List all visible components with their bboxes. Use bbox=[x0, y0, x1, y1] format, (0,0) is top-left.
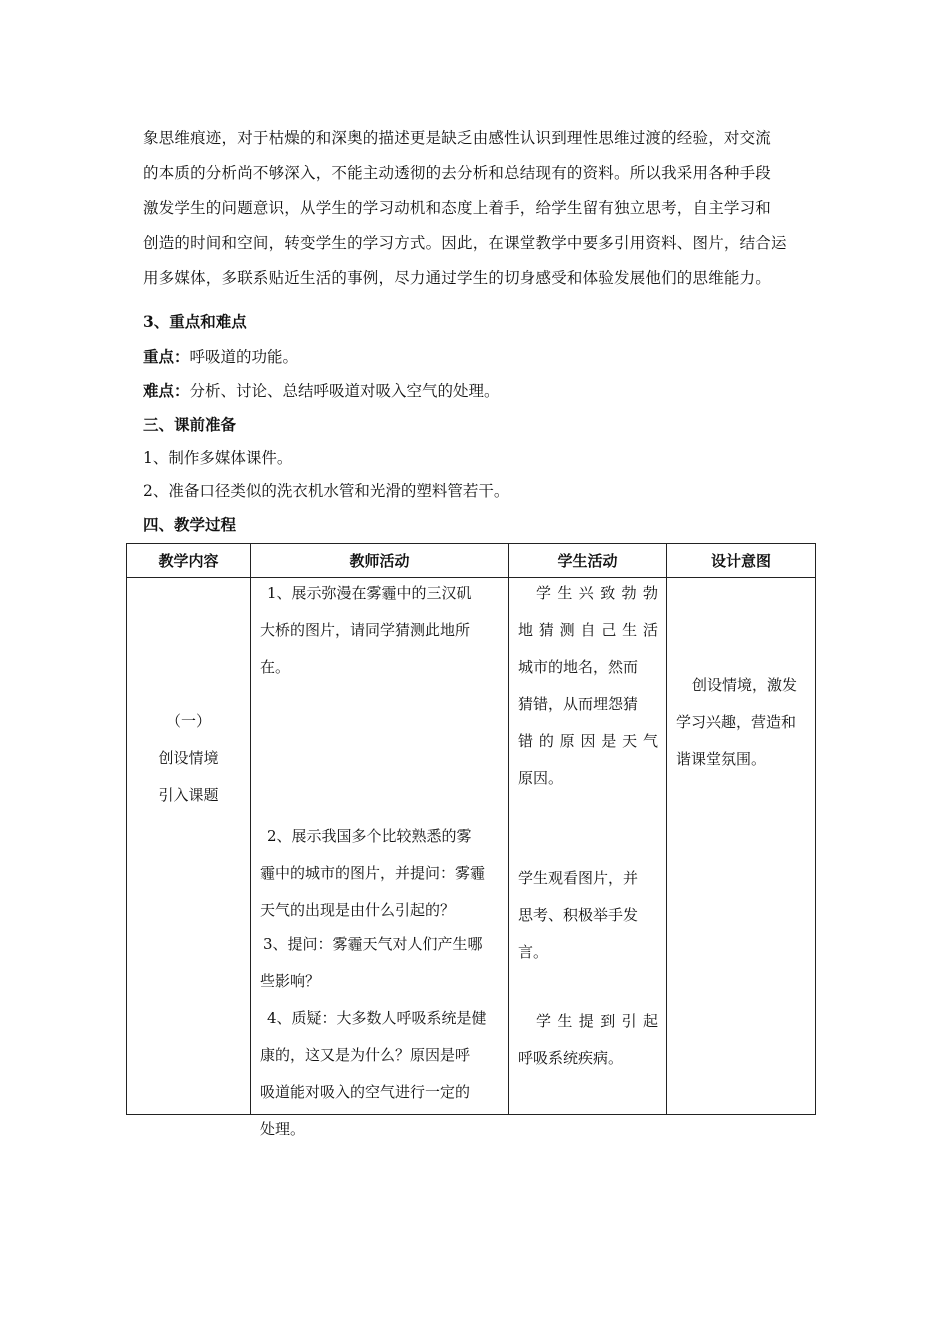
content-line: 引入课题 bbox=[158, 786, 219, 804]
teaching-process-table bbox=[126, 543, 816, 1138]
header-teacher: 教师活动 bbox=[251, 544, 509, 578]
difficulty-label: 难点： bbox=[143, 381, 190, 400]
teacher-line: 4、质疑：大多数人呼吸系统是健 bbox=[267, 1009, 487, 1027]
content-line: （一） bbox=[165, 712, 211, 730]
key-point-label: 重点： bbox=[143, 347, 190, 366]
student-line: 言。 bbox=[518, 943, 549, 961]
student-line: 呼吸系统疾病。 bbox=[518, 1049, 624, 1067]
header-student: 学生活动 bbox=[509, 544, 667, 578]
table-header-row bbox=[127, 544, 816, 578]
student-line: 学生兴致勃勃 bbox=[536, 584, 658, 602]
prep-item-2: 2、准备口径类似的洗衣机水管和光滑的塑料管若干。 bbox=[143, 482, 510, 500]
key-point-line bbox=[143, 345, 298, 367]
teacher-line: 2、展示我国多个比较熟悉的雾 bbox=[267, 827, 472, 845]
process-heading: 四、教学过程 bbox=[143, 515, 237, 534]
content-cell bbox=[127, 578, 251, 1115]
student-line: 原因。 bbox=[518, 769, 564, 787]
student-line: 思考、积极举手发 bbox=[518, 906, 639, 924]
teacher-line: 吸道能对吸入的空气进行一定的 bbox=[260, 1083, 471, 1101]
teacher-line: 些影响？ bbox=[260, 972, 321, 990]
student-line: 学生提到引起 bbox=[536, 1012, 658, 1030]
teacher-line: 康的，这又是为什么？原因是呼 bbox=[260, 1046, 471, 1064]
teacher-line: 天气的出现是由什么引起的？ bbox=[260, 901, 456, 919]
teacher-line: 大桥的图片，请同学猜测此地所 bbox=[260, 621, 471, 639]
section3-heading: 3、重点和难点 bbox=[143, 312, 247, 331]
paragraph-line: 创造的时间和空间，转变学生的学习方式。因此，在课堂教学中要多引用资料、图片，结合运 bbox=[143, 234, 787, 252]
teacher-cell bbox=[251, 578, 509, 1138]
intro-paragraph bbox=[143, 121, 813, 296]
table-row bbox=[127, 578, 816, 1115]
teacher-line: 3、提问：雾霾天气对人们产生哪 bbox=[263, 935, 483, 953]
student-line: 学生观看图片，并 bbox=[518, 869, 639, 887]
key-point-text: 呼吸道的功能。 bbox=[189, 348, 299, 366]
paragraph-line: 的本质的分析尚不够深入，不能主动透彻的去分析和总结现有的资料。所以我采用各种手段 bbox=[143, 164, 772, 182]
content-line: 创设情境 bbox=[158, 749, 219, 767]
paragraph-line: 激发学生的问题意识，从学生的学习动机和态度上着手，给学生留有独立思考，自主学习和 bbox=[143, 199, 772, 217]
header-content: 教学内容 bbox=[127, 544, 251, 578]
prep-item-1: 1、制作多媒体课件。 bbox=[143, 449, 293, 467]
student-line: 城市的地名，然而 bbox=[518, 658, 639, 676]
paragraph-line: 用多媒体，多联系贴近生活的事例，尽力通过学生的切身感受和体验发展他们的思维能力。 bbox=[143, 269, 772, 287]
paragraph-line: 象思维痕迹，对于枯燥的和深奥的描述更是缺乏由感性认识到理性思维过渡的经验，对交流 bbox=[143, 129, 772, 147]
intent-line: 谐课堂氛围。 bbox=[676, 750, 767, 768]
intent-line: 创设情境，激发 bbox=[692, 676, 798, 694]
teacher-line: 处理。 bbox=[260, 1120, 306, 1138]
student-line: 地猜测自己生活 bbox=[518, 621, 658, 639]
teacher-line: 霾中的城市的图片，并提问：雾霾 bbox=[260, 864, 486, 882]
teacher-line: 在。 bbox=[260, 658, 291, 676]
header-intent: 设计意图 bbox=[667, 544, 816, 578]
student-line: 猜错，从而埋怨猜 bbox=[518, 695, 639, 713]
student-line: 错的原因是天气 bbox=[518, 732, 658, 750]
student-cell bbox=[509, 578, 667, 1115]
difficulty-line bbox=[143, 379, 500, 401]
teacher-line: 1、展示弥漫在雾霾中的三汉矶 bbox=[267, 584, 472, 602]
difficulty-text: 分析、讨论、总结呼吸道对吸入空气的处理。 bbox=[189, 382, 500, 400]
prep-heading: 三、课前准备 bbox=[143, 415, 237, 434]
intent-line: 学习兴趣，营造和 bbox=[676, 713, 797, 731]
intent-cell bbox=[667, 578, 816, 1115]
